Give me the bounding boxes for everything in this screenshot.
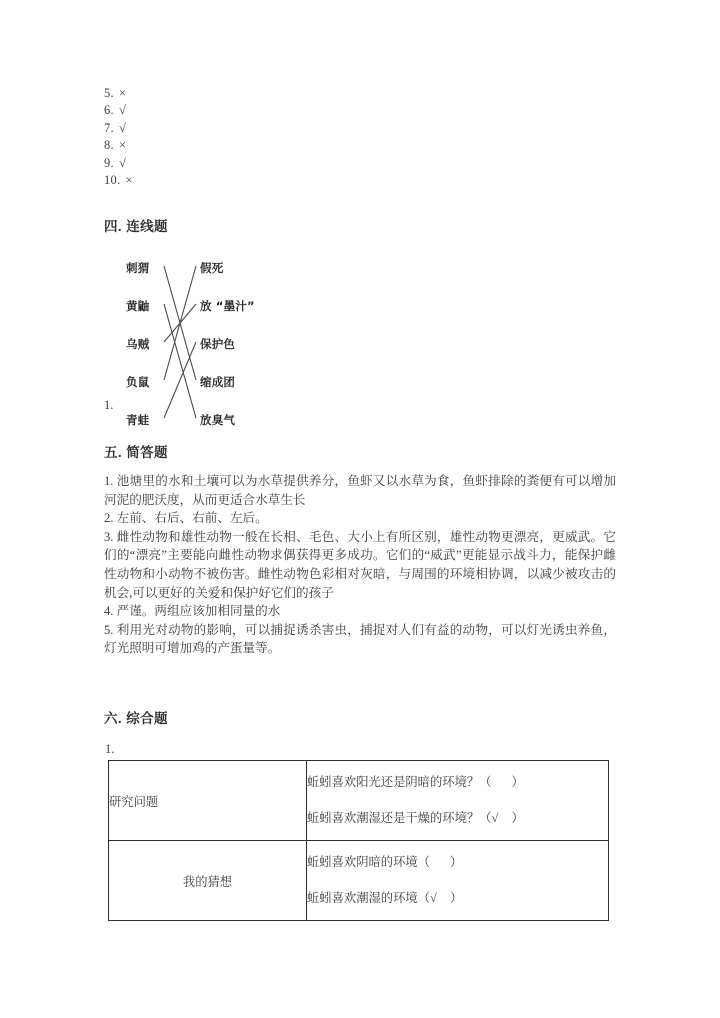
table-paren-close: ） [449, 855, 463, 869]
table-question-line [307, 890, 608, 907]
short-answer-list [104, 472, 616, 658]
short-answer-item: 2. 左前、右后、右前、左后。 [104, 511, 268, 526]
match-left-label: 负鼠 [126, 375, 150, 389]
table-row-label: 研究问题 [109, 761, 307, 841]
section-heading-six: 六. 综合题 [104, 711, 168, 726]
short-answer-item: 3. 雌性动物和雄性动物一般在长相、毛色、大小上有所区别，雄性动物更漂亮，更威武。它们的“漂亮”主要能向雌性动物求偶获得更多成功。它们的“威武”更能显示战斗力，能保护雌性动物和小动物不被伤害。雌性动物色彩相对灰暗，与周围的环境相协调，以减少被攻击的机会,可以更好的关爱和保护好它们的孩子 [104, 529, 616, 600]
match-connector [164, 342, 196, 418]
table-row [109, 841, 609, 921]
answer-row [104, 85, 404, 102]
short-answer-item: 1. 池塘里的水和土壤可以为水草提供养分，鱼虾又以水草为食，鱼虾排除的粪便有可以增加河泥的肥沃度，从而更适合水草生长 [104, 474, 616, 507]
match-right-label: 缩成团 [200, 375, 236, 389]
matching-item-number: 1. [104, 398, 114, 412]
table-answer-mark: √ [491, 811, 499, 825]
investigation-table [108, 760, 609, 921]
table-paren-close: ） [511, 775, 524, 789]
answer-number: 5. [104, 86, 114, 100]
match-left-label: 乌贼 [126, 337, 150, 351]
table-question-text: 蚯蚓喜欢潮湿还是干燥的环境？（ [307, 811, 492, 825]
short-answer-item: 4. 严谨。两组应该加相同量的水 [104, 604, 281, 619]
table-paren-close: ） [511, 811, 524, 825]
match-right-label: 保护色 [200, 337, 236, 351]
match-left-label: 黄鼬 [126, 299, 150, 313]
answer-mark: × [118, 138, 127, 153]
short-answer-item: 5. 利用光对动物的影响，可以捕捉诱杀害虫，捕捉对人们有益的动物，可以灯光诱虫养鱼，灯光照明可增加鸡的产蛋量等。 [104, 622, 616, 656]
table-paren-close: ） [449, 891, 463, 905]
table-answer-mark: √ [429, 891, 437, 905]
answer-list [104, 85, 404, 189]
answer-number: 6. [104, 103, 114, 118]
answer-mark: √ [118, 120, 127, 135]
answer-mark: × [125, 173, 133, 188]
table-row [109, 761, 609, 841]
answer-mark: × [118, 86, 127, 100]
table-question-text: 蚯蚓喜欢阴暗的环境（ [307, 855, 430, 869]
table-item-number: 1. [105, 742, 115, 756]
match-right-label: 放 “墨汁” [200, 299, 255, 313]
answer-row [104, 155, 404, 172]
answer-number: 9. [104, 155, 114, 170]
answer-mark: √ [118, 155, 127, 170]
section-heading-four: 四. 连线题 [104, 219, 168, 234]
table-question-line [307, 774, 608, 791]
answer-row [104, 102, 404, 119]
answer-mark: √ [118, 103, 127, 118]
matching-connector-lines [104, 248, 364, 434]
match-right-label: 放臭气 [200, 413, 236, 427]
match-left-label: 刺猬 [126, 261, 150, 275]
match-right-label: 假死 [200, 261, 224, 275]
answer-row [104, 137, 404, 154]
matching-exercise [104, 248, 364, 434]
answer-row [104, 172, 404, 189]
table-row-content [307, 761, 609, 841]
answer-number: 7. [104, 120, 114, 135]
table-question-line [307, 810, 608, 827]
answer-number: 10. [104, 173, 121, 188]
answer-number: 8. [104, 138, 114, 153]
table-question-text: 蚯蚓喜欢阳光还是阴暗的环境？（ [307, 775, 492, 789]
table-question-text: 蚯蚓喜欢潮湿的环境（ [307, 891, 430, 905]
table-row-label: 我的猜想 [109, 841, 307, 921]
table-row-content [307, 841, 609, 921]
section-heading-five: 五. 简答题 [104, 445, 168, 460]
match-left-label: 青蛙 [126, 413, 150, 427]
table-question-line [307, 854, 608, 871]
answer-row [104, 120, 404, 137]
